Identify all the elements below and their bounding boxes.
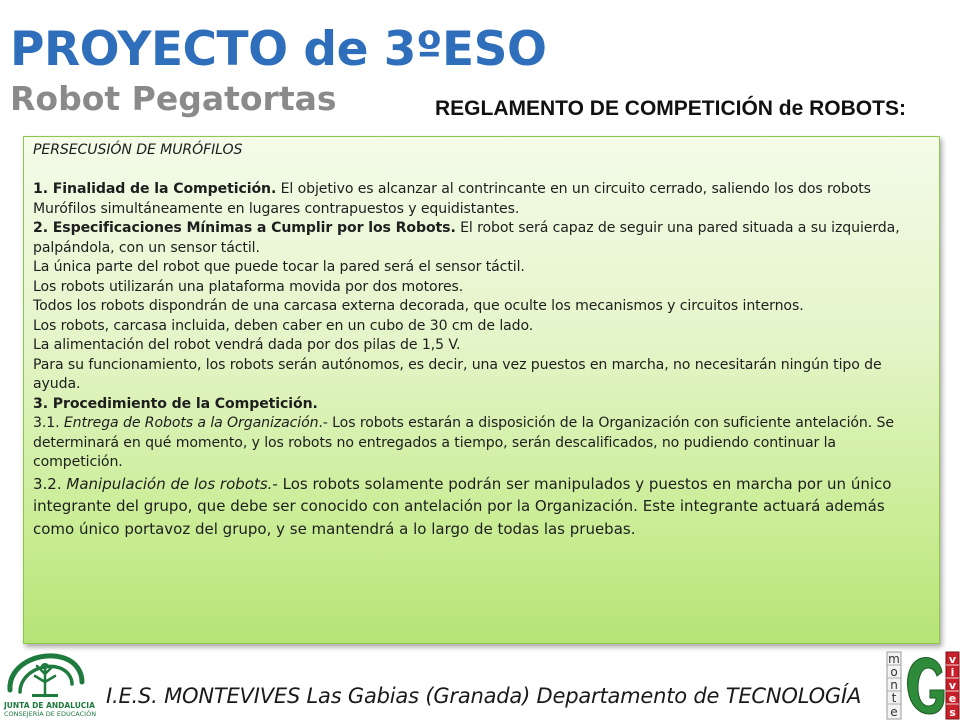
rule-1-title: 1. Finalidad de la Competición. xyxy=(33,181,277,197)
rule-3-1-text: .- Los robots estarán a disposición de la Organización con suficiente antelación. Se determinará en qué momento, y los robots no entregados a tiempo, serán descalificados, no pudiendo continuar la competición. xyxy=(33,415,894,470)
vives-letter: s xyxy=(949,706,956,719)
rule-3-title: 3. Procedimiento de la Competición. xyxy=(33,395,318,412)
rule-2-line: Los robots utilizarán una plataforma movida por dos motores. xyxy=(33,278,464,295)
vives-letter: e xyxy=(948,692,957,705)
rule-2-line: Los robots, carcasa incluida, deben caber en un cubo de 30 cm de lado. xyxy=(33,317,534,334)
footer-text: I.E.S. MONTEVIVES Las Gabias (Granada) Departamento de TECNOLOGÍA xyxy=(106,684,862,708)
vives-letter: v xyxy=(948,679,957,692)
rule-3-2-title: Manipulación de los robots. xyxy=(66,474,273,493)
rule-2-title: 2. Especificaciones Mínimas a Cumplir por los Robots. xyxy=(33,220,456,236)
junta-logo-line2: CONSEJERÍA DE EDUCACIÓN xyxy=(4,710,97,718)
vives-letter: i xyxy=(950,666,955,679)
logo-letter: G xyxy=(886,650,887,651)
rule-3-1-number: 3.1. xyxy=(33,415,64,431)
montevives-logo xyxy=(886,650,960,720)
junta-logo-line1: JUNTA DE ANDALUCIA xyxy=(4,701,95,710)
monte-letter: t xyxy=(891,691,897,705)
monte-letter: e xyxy=(890,705,898,719)
rule-3-1 xyxy=(33,414,929,473)
rule-3-2 xyxy=(33,473,929,541)
rule-1-text: El objetivo es alcanzar al contrincante en un circuito cerrado, saliendo los dos robots Murófilos simultáneamente en lugares contrapuestos y equidistantes. xyxy=(33,181,871,217)
rule-2-line: Para su funcionamiento, los robots serán autónomos, es decir, una vez puestos en marcha, no necesitarán ningún tipo de ayuda. xyxy=(33,356,882,392)
blank-line xyxy=(33,161,929,181)
rule-2-line: La alimentación del robot vendrá dada por dos pilas de 1,5 V. xyxy=(33,337,461,353)
monte-letter: n xyxy=(890,678,898,692)
rule-3 xyxy=(33,395,929,415)
page-subtitle: Robot Pegatortas xyxy=(10,79,337,118)
monte-letter: m xyxy=(888,652,900,666)
section-title: PERSECUSIÓN DE MURÓFILOS xyxy=(33,142,243,158)
rule-3-1-title: Entrega de Robots a la Organización xyxy=(63,415,319,431)
rule-3-2-number: 3.2. xyxy=(33,474,67,493)
rule-1 xyxy=(33,180,929,219)
rules-content-box xyxy=(23,136,940,644)
vives-letter: v xyxy=(948,653,957,666)
rule-2-text: El robot será capaz de seguir una pared situada a su izquierda, palpándola, con un sensor táctil. xyxy=(33,220,900,256)
page-title: PROYECTO de 3ºESO xyxy=(10,22,547,77)
rule-2-line: La única parte del robot que puede tocar la pared será el sensor táctil. xyxy=(33,259,525,275)
monte-letter: o xyxy=(890,665,898,679)
rule-3-2-text: - Los robots solamente podrán ser manipulados y puestos en marcha por un único integrante del grupo, que debe ser conocido con antelación por la Organización. Este integrante actuará además como único portavoz del grupo, y se mantendrá a lo largo de todas las pruebas. xyxy=(33,474,892,538)
rule-2 xyxy=(33,219,929,258)
rules-heading: REGLAMENTO DE COMPETICIÓN de ROBOTS: xyxy=(435,97,906,120)
rule-2-line: Todos los robots dispondrán de una carcasa externa decorada, que oculte los mecanismos y circuitos internos. xyxy=(33,298,804,314)
